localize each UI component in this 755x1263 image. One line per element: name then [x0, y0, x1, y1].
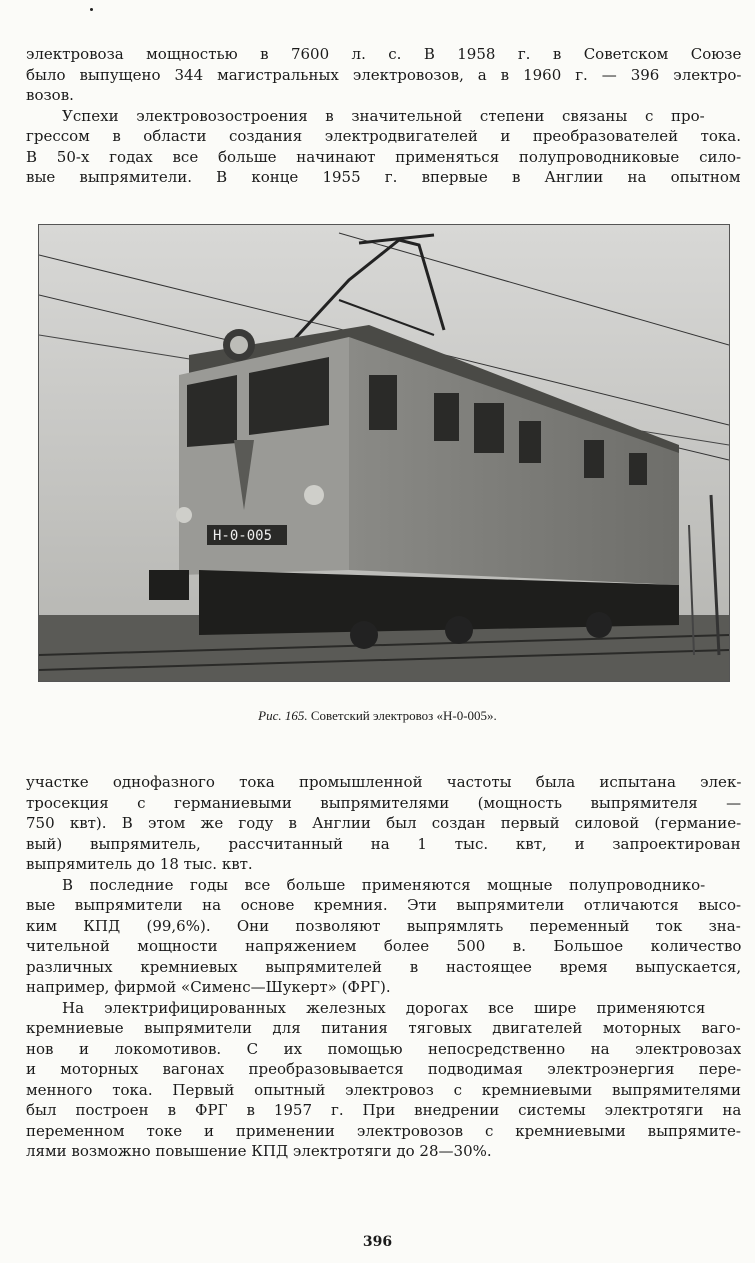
page-number: 396	[362, 1234, 393, 1250]
paragraph-bottom	[26, 772, 741, 1162]
text-line: чительной мощности напряжением более 500 в. Большое количество	[26, 937, 741, 955]
text-line: и моторных вагонах преобразовывается подводимая электроэнергия пере-	[26, 1060, 741, 1078]
text-line: было выпущено 344 магистральных электровозов, а в 1960 г. — 396 электро-	[26, 65, 741, 84]
locomotive-illustration	[39, 225, 729, 681]
text-line: выпрямитель до 18 тыс. квт.	[26, 855, 253, 873]
text-line: грессом в области создания электродвигателей и преобразователей тока.	[26, 127, 741, 145]
locomotive-number-plate: Н-0-005	[213, 528, 273, 544]
text-line: возов.	[26, 86, 74, 104]
text-line: электровоза мощностью в 7600 л. с. В 1958 г. в Советском Союзе	[26, 45, 741, 63]
figure-caption	[0, 708, 755, 724]
text-line: 750 квт). В этом же году в Англии был создан первый силовой (германие-	[26, 814, 741, 832]
locomotive-photo	[38, 224, 730, 682]
text-line: переменном токе и применении электровозов с кремниевыми выпрямите-	[26, 1121, 741, 1140]
text-line: Успехи электровозостроения в значительной степени связаны с про-	[62, 106, 705, 125]
text-line: В последние годы все больше применяются мощные полупроводнико-	[62, 875, 706, 894]
print-speck	[90, 8, 93, 11]
text-line: различных кремниевых выпрямителей в настоящее время выпускается,	[26, 957, 741, 976]
text-line: вые выпрямители на основе кремния. Эти выпрямители отличаются высо-	[26, 896, 741, 914]
paragraph-top	[26, 44, 741, 188]
text-line: кремниевые выпрямители для питания тяговых двигателей моторных ваго-	[26, 1019, 741, 1037]
text-line: менного тока. Первый опытный электровоз с кремниевыми выпрямителями	[26, 1080, 741, 1099]
text-line: ким КПД (99,6%). Они позволяют выпрямлять переменный ток зна-	[26, 916, 741, 935]
text-line: был построен в ФРГ в 1957 г. При внедрении системы электротяги на	[26, 1101, 741, 1119]
figure-number: Рис. 165.	[258, 708, 308, 723]
text-line: лями возможно повышение КПД электротяги до 28—30%.	[26, 1142, 492, 1160]
text-line: участке однофазного тока промышленной частоты была испытана элек-	[26, 773, 741, 791]
text-line: На электрифицированных железных дорогах все шире применяются	[62, 998, 706, 1017]
text-line: вые выпрямители. В конце 1955 г. впервые в Англии на опытном	[26, 168, 741, 186]
text-line: В 50-х годах все больше начинают применяться полупроводниковые сило-	[26, 147, 741, 166]
figure-caption-text: Советский электровоз «Н-0-005».	[310, 708, 497, 723]
text-line: например, фирмой «Сименс—Шукерт» (ФРГ).	[26, 978, 391, 996]
text-line: тросекция с германиевыми выпрямителями (мощность выпрямителя —	[26, 793, 741, 812]
text-line: нов и локомотивов. С их помощью непосредственно на электровозах	[26, 1039, 741, 1058]
text-line: вый) выпрямитель, рассчитанный на 1 тыс. квт, и запроектирован	[26, 834, 741, 853]
